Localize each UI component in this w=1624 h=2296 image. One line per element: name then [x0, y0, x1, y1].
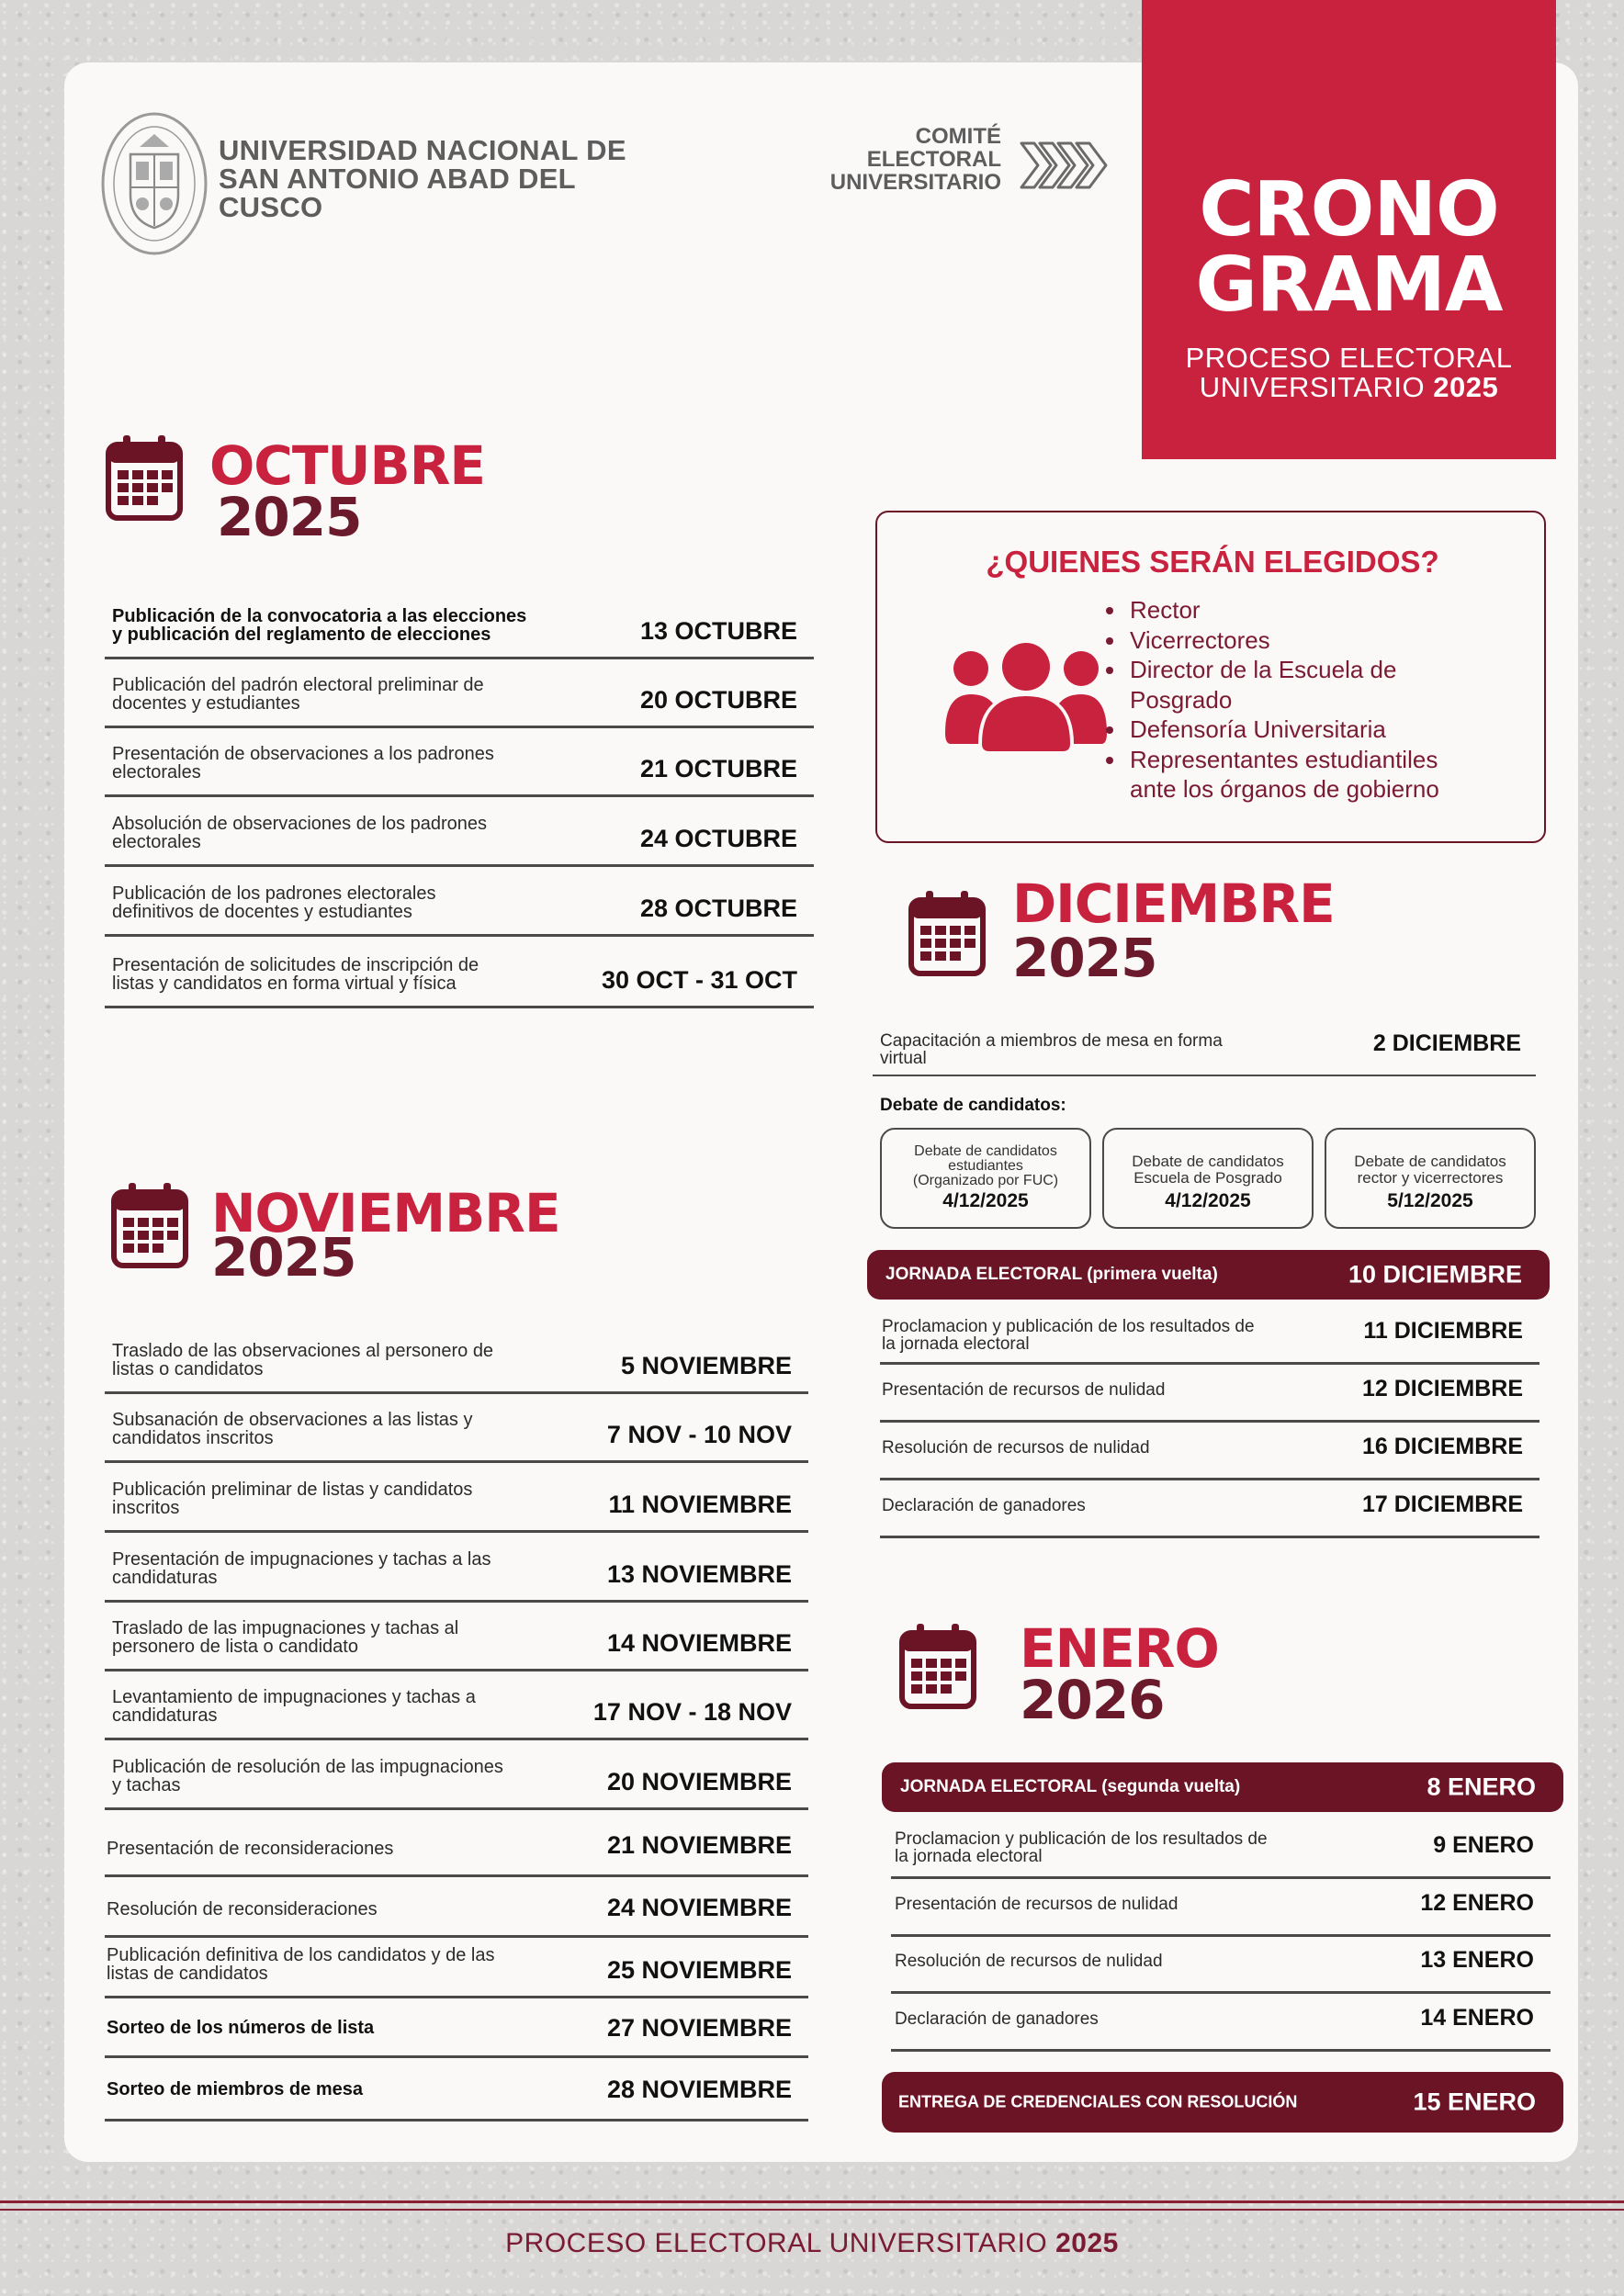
- schedule-label: [112, 884, 435, 921]
- schedule-label-line: Publicación de los padrones electorales: [112, 884, 436, 904]
- schedule-label: [107, 2019, 374, 2037]
- schedule-date: 30 OCT - 31 OCT: [601, 966, 797, 994]
- list-item-text: Rector: [1130, 596, 1201, 624]
- schedule-label-line: Publicación preliminar de listas y candidatos: [112, 1480, 473, 1500]
- jornada-electoral-primera-vuelta: [867, 1250, 1550, 1300]
- schedule-label-line: Presentación de observaciones a los padrones: [112, 744, 494, 764]
- committee-name-line: COMITÉ: [915, 124, 1001, 149]
- schedule-label: [895, 1896, 1178, 1914]
- schedule-label: [112, 1480, 472, 1517]
- schedule-label-line: Capacitación a miembros de mesa en forma: [880, 1031, 1223, 1051]
- schedule-date: 14 ENERO: [1420, 2005, 1534, 2031]
- month-year-enero: 2026: [1020, 1669, 1165, 1731]
- footer-divider: [0, 2200, 1624, 2203]
- schedule-label-line: Sorteo de los números de lista: [107, 2018, 375, 2038]
- jornada-label: JORNADA ELECTORAL (segunda vuelta): [900, 1777, 1241, 1796]
- schedule-label: [112, 1342, 493, 1379]
- schedule-row: [105, 797, 814, 867]
- schedule-label-line: electorales: [112, 762, 201, 782]
- calendar-icon: [898, 1622, 977, 1715]
- committee-name-line: UNIVERSITARIO: [829, 170, 1001, 195]
- schedule-row: [105, 588, 814, 659]
- debate-card-line: Debate de candidatos: [1132, 1153, 1284, 1170]
- schedule-label: [880, 1032, 1223, 1067]
- month-title-noviembre: NOVIEMBRE: [211, 1182, 560, 1244]
- schedule-row: [105, 1603, 808, 1671]
- elected-positions-box: [875, 511, 1546, 843]
- schedule-date: 28 OCTUBRE: [639, 895, 797, 922]
- schedule-label: [107, 2080, 363, 2099]
- schedule-label-line: Levantamiento de impugnaciones y tachas a: [112, 1687, 476, 1707]
- debate-card-title: [882, 1144, 1089, 1188]
- jornada-electoral-segunda-vuelta: [882, 1762, 1563, 1812]
- schedule-label-line: personero de lista o candidato: [112, 1637, 358, 1657]
- jornada-date: 8 ENERO: [1427, 1773, 1536, 1801]
- schedule-date: 7 NOV - 10 NOV: [606, 1421, 792, 1448]
- schedule-date: 12 DICIEMBRE: [1361, 1376, 1523, 1401]
- debate-heading: Debate de candidatos:: [880, 1096, 1066, 1115]
- schedule-date: 24 NOVIEMBRE: [606, 1894, 792, 1921]
- schedule-label: [895, 1830, 1268, 1865]
- cronograma-subtitle-line: [1142, 373, 1556, 402]
- cronograma-title-line: CRONO: [1199, 166, 1499, 253]
- list-item: [1102, 595, 1525, 625]
- list-item-text: Director de la Escuela de: [1130, 656, 1397, 683]
- list-item-text: Posgrado: [1130, 685, 1233, 714]
- schedule-date: 20 OCTUBRE: [639, 686, 797, 714]
- schedule-row: [880, 1480, 1539, 1538]
- university-name-line: UNIVERSIDAD NACIONAL DE: [219, 134, 626, 166]
- calendar-icon: [105, 433, 184, 526]
- schedule-label: [882, 1497, 1086, 1515]
- schedule-date: 16 DICIEMBRE: [1361, 1434, 1523, 1459]
- schedule-label: [112, 676, 484, 713]
- schedule-row: [105, 1810, 808, 1877]
- cronograma-title-line: GRAMA: [1195, 242, 1503, 329]
- schedule-label: [112, 815, 487, 851]
- month-title-octubre: OCTUBRE: [209, 434, 486, 497]
- schedule-label-line: Proclamacion y publicación de los resultados de: [895, 1829, 1268, 1849]
- schedule-date: 9 ENERO: [1433, 1832, 1534, 1858]
- schedule-row: [105, 1394, 808, 1463]
- schedule-label-line: candidaturas: [112, 1705, 218, 1726]
- university-name-line: CUSCO: [219, 191, 323, 223]
- schedule-label-line: Subsanación de observaciones a las listas y: [112, 1410, 473, 1430]
- schedule-date: 21 NOVIEMBRE: [606, 1831, 792, 1859]
- schedule-label-line: listas o candidatos: [112, 1359, 264, 1379]
- debate-card-date: 4/12/2025: [942, 1190, 1029, 1211]
- schedule-date: 17 DICIEMBRE: [1361, 1491, 1523, 1517]
- schedule-label: [112, 607, 526, 644]
- schedule-label-line: Sorteo de miembros de mesa: [107, 2079, 363, 2099]
- schedule-label: [882, 1381, 1165, 1400]
- schedule-label: [882, 1318, 1255, 1353]
- elected-positions-title: ¿QUIENES SERÁN ELEGIDOS?: [986, 545, 1439, 579]
- debate-card-line: (Organizado por FUC): [912, 1173, 1059, 1188]
- schedule-row: [891, 1879, 1551, 1937]
- schedule-label-line: Absolución de observaciones de los padrones: [112, 814, 488, 834]
- list-item-text: Representantes estudiantiles: [1130, 745, 1438, 773]
- schedule-label: [895, 1953, 1163, 1971]
- schedule-row: [873, 1010, 1536, 1076]
- schedule-label-line: Presentación de solicitudes de inscripción de: [112, 955, 479, 975]
- debate-card-title: [1326, 1154, 1534, 1187]
- schedule-date: 13 ENERO: [1420, 1947, 1534, 1973]
- schedule-label-line: docentes y estudiantes: [112, 693, 300, 714]
- list-item: [1102, 625, 1525, 656]
- debate-card: [1102, 1128, 1314, 1229]
- calendar-icon: [110, 1181, 189, 1274]
- cronograma-banner: [1142, 0, 1556, 459]
- schedule-label-line: Publicación de resolución de las impugnaciones: [112, 1757, 503, 1777]
- chevrons-icon: [1018, 138, 1110, 193]
- schedule-row: [105, 937, 814, 1008]
- month-year-octubre: 2025: [217, 486, 362, 548]
- schedule-row: [105, 1740, 808, 1810]
- university-name-line: SAN ANTONIO ABAD DEL: [219, 163, 576, 195]
- schedule-row: [105, 1998, 808, 2058]
- schedule-row: [891, 1818, 1551, 1879]
- schedule-label: [107, 1900, 378, 1919]
- schedule-date: 12 ENERO: [1420, 1890, 1534, 1916]
- schedule-row: [105, 2058, 808, 2122]
- schedule-date: 13 NOVIEMBRE: [606, 1560, 792, 1588]
- schedule-label-line: candidatos inscritos: [112, 1428, 274, 1448]
- schedule-label-line: Declaración de ganadores: [882, 1496, 1086, 1515]
- entrega-credenciales: [882, 2072, 1563, 2133]
- schedule-label-line: listas de candidatos: [107, 1964, 268, 1984]
- schedule-label: [112, 956, 479, 993]
- schedule-label: [895, 2010, 1099, 2029]
- debate-card-line: Escuela de Posgrado: [1133, 1169, 1282, 1187]
- schedule-label-line: candidaturas: [112, 1568, 218, 1588]
- schedule-date: 25 NOVIEMBRE: [606, 1956, 792, 1984]
- schedule-label-line: Publicación definitiva de los candidatos y de las: [107, 1945, 495, 1965]
- elected-positions-list: [1102, 595, 1525, 805]
- list-item: [1102, 655, 1525, 715]
- schedule-label: [882, 1439, 1150, 1458]
- schedule-date: 2 DICIEMBRE: [1372, 1030, 1521, 1056]
- people-group-icon: [945, 641, 1107, 751]
- schedule-date: 11 DICIEMBRE: [1363, 1318, 1523, 1344]
- footer-year: 2025: [1055, 2228, 1119, 2258]
- cronograma-subtitle-line: PROCESO ELECTORAL: [1185, 342, 1513, 374]
- schedule-date: 11 NOVIEMBRE: [608, 1491, 792, 1518]
- schedule-row: [105, 1463, 808, 1533]
- schedule-date: 24 OCTUBRE: [639, 825, 797, 852]
- list-item: [1102, 745, 1525, 805]
- schedule-label: [112, 1411, 472, 1447]
- month-title-diciembre: DICIEMBRE: [1012, 872, 1335, 935]
- schedule-label: [112, 1688, 476, 1725]
- schedule-label-line: Resolución de reconsideraciones: [107, 1899, 378, 1919]
- schedule-row: [105, 1938, 808, 1998]
- schedule-label-line: Proclamacion y publicación de los resultados de: [882, 1317, 1255, 1336]
- schedule-row: [891, 1937, 1551, 1994]
- schedule-label-line: electorales: [112, 832, 201, 852]
- jornada-label: JORNADA ELECTORAL (primera vuelta): [885, 1265, 1218, 1284]
- schedule-row: [105, 728, 814, 797]
- schedule-label: [112, 1758, 503, 1795]
- debate-card-line: Debate de candidatos: [1354, 1153, 1506, 1170]
- credenciales-date: 15 ENERO: [1413, 2088, 1536, 2116]
- schedule-label-line: Presentación de impugnaciones y tachas a las: [112, 1549, 491, 1570]
- calendar-icon: [908, 889, 987, 982]
- schedule-label-line: la jornada electoral: [882, 1334, 1030, 1354]
- schedule-label-line: listas y candidatos en forma virtual y física: [112, 974, 457, 994]
- schedule-row: [880, 1304, 1539, 1365]
- schedule-label-line: virtual: [880, 1049, 927, 1068]
- schedule-label-line: y tachas: [112, 1775, 181, 1795]
- debate-card-line: rector y vicerrectores: [1357, 1169, 1504, 1187]
- schedule-label-line: Resolución de recursos de nulidad: [895, 1952, 1163, 1971]
- schedule-row: [891, 1994, 1551, 2052]
- committee-name: [790, 125, 1001, 194]
- schedule-label-line: Presentación de recursos de nulidad: [895, 1895, 1179, 1914]
- schedule-date: 13 OCTUBRE: [639, 617, 797, 645]
- schedule-date: 17 NOV - 18 NOV: [592, 1698, 792, 1726]
- university-seal-logo: [99, 110, 209, 257]
- schedule-row: [105, 659, 814, 728]
- schedule-date: 28 NOVIEMBRE: [606, 2076, 792, 2103]
- debate-card: [1325, 1128, 1536, 1229]
- list-item-text: Defensoría Universitaria: [1130, 715, 1386, 743]
- schedule-label-line: la jornada electoral: [895, 1847, 1043, 1866]
- debate-card-line: estudiantes: [948, 1158, 1023, 1174]
- jornada-date: 10 DICIEMBRE: [1348, 1260, 1522, 1289]
- schedule-label-line: Publicación de la convocatoria a las elecciones: [112, 606, 527, 626]
- list-item-text: Vicerrectores: [1130, 625, 1270, 654]
- schedule-label: [107, 1946, 494, 1983]
- schedule-label-line: Resolución de recursos de nulidad: [882, 1438, 1150, 1458]
- schedule-row: [105, 1533, 808, 1603]
- university-name: [219, 136, 650, 221]
- schedule-row: [880, 1423, 1539, 1480]
- debate-card-line: Debate de candidatos: [914, 1143, 1057, 1159]
- schedule-label-line: inscritos: [112, 1498, 180, 1518]
- month-year-diciembre: 2025: [1012, 927, 1157, 989]
- cronograma-subtitle: [1142, 343, 1556, 402]
- footer-divider: [0, 2209, 1624, 2211]
- schedule-label: [112, 1550, 491, 1587]
- schedule-label-line: Declaración de ganadores: [895, 2009, 1099, 2029]
- committee-name-line: ELECTORAL: [866, 147, 1001, 172]
- cronograma-title: [1142, 166, 1556, 329]
- debate-card-title: [1104, 1154, 1312, 1187]
- list-item-text: ante los órganos de gobierno: [1130, 775, 1439, 803]
- schedule-date: 5 NOVIEMBRE: [620, 1352, 792, 1379]
- schedule-label-line: Publicación del padrón electoral preliminar de: [112, 675, 484, 695]
- schedule-date: 20 NOVIEMBRE: [606, 1768, 792, 1795]
- schedule-row: [105, 1671, 808, 1740]
- schedule-label-line: y publicación del reglamento de elecciones: [112, 625, 491, 645]
- debate-card: [880, 1128, 1091, 1229]
- debate-card-date: 4/12/2025: [1165, 1190, 1251, 1211]
- cronograma-subtitle-year: 2025: [1433, 371, 1499, 403]
- schedule-label-line: Presentación de reconsideraciones: [107, 1839, 394, 1859]
- schedule-label-line: Presentación de recursos de nulidad: [882, 1380, 1166, 1400]
- schedule-row: [105, 867, 814, 937]
- credenciales-label: ENTREGA DE CREDENCIALES CON RESOLUCIÓN: [898, 2092, 1298, 2111]
- footer-prefix: PROCESO ELECTORAL UNIVERSITARIO: [505, 2228, 1056, 2258]
- list-item: [1102, 715, 1525, 745]
- schedule-label-line: definitivos de docentes y estudiantes: [112, 902, 412, 922]
- schedule-row: [105, 1322, 808, 1394]
- month-year-noviembre: 2025: [211, 1226, 356, 1289]
- footer-text: [0, 2228, 1624, 2259]
- schedule-label: [107, 1840, 393, 1858]
- schedule-label-line: Traslado de las impugnaciones y tachas al: [112, 1618, 459, 1638]
- schedule-row: [880, 1365, 1539, 1423]
- schedule-date: 21 OCTUBRE: [639, 755, 797, 782]
- schedule-label-line: Traslado de las observaciones al personero de: [112, 1341, 494, 1361]
- schedule-row: [105, 1877, 808, 1938]
- schedule-label: [112, 1619, 458, 1656]
- month-title-enero: ENERO: [1020, 1617, 1219, 1680]
- schedule-label: [112, 745, 494, 782]
- schedule-date: 27 NOVIEMBRE: [606, 2014, 792, 2042]
- cronograma-subtitle-prefix: UNIVERSITARIO: [1199, 371, 1434, 403]
- debate-card-date: 5/12/2025: [1387, 1190, 1473, 1211]
- schedule-date: 14 NOVIEMBRE: [606, 1629, 792, 1657]
